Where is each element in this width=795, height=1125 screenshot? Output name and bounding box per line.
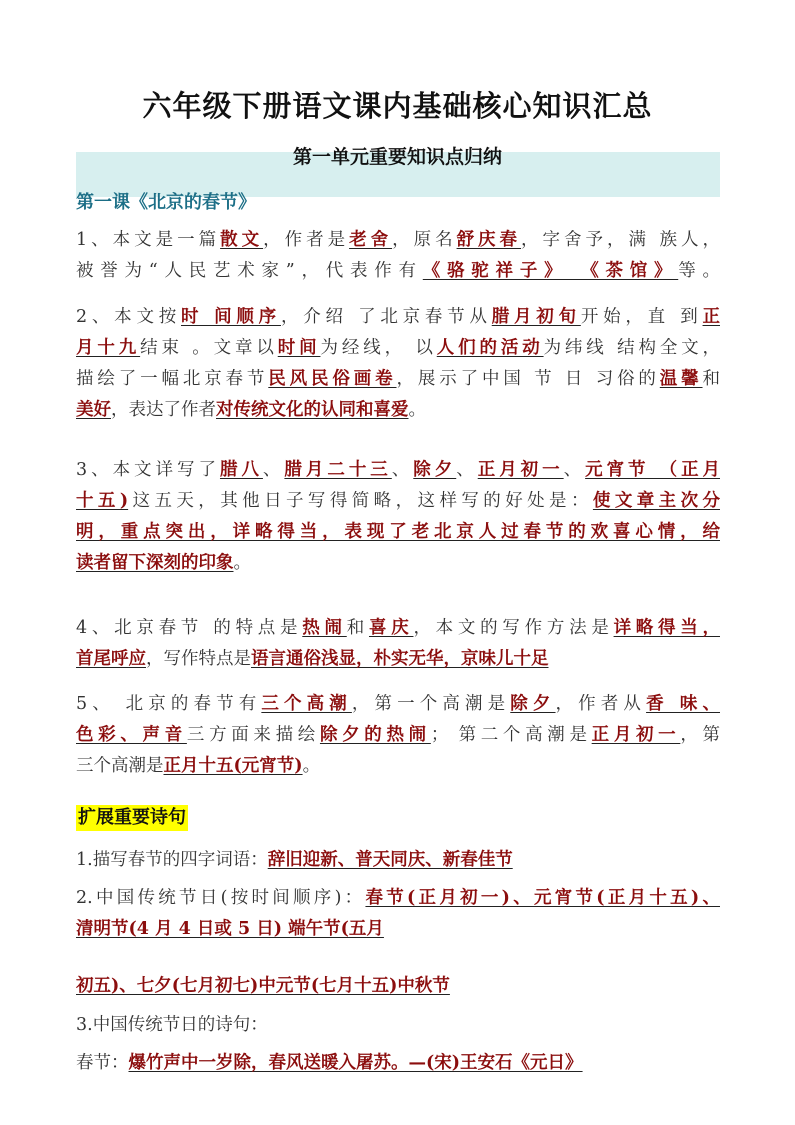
list-item: 初五)、七夕(七月初七)中元节(七月十五)中秋节 bbox=[76, 976, 450, 996]
paragraph-line: 3、本文详写了腊八、腊月二十三、除夕、正月初一、元宵节 （正月 bbox=[76, 460, 720, 480]
poem-line: 春节：爆竹声中一岁除，春风送暖入屠苏。—(宋)王安石《元日》 bbox=[76, 1053, 583, 1073]
paragraph-line: 4、北京春节 的特点是热闹和喜庆，本文的写作方法是详略得当， bbox=[76, 618, 720, 638]
unit-title: 第一单元重要知识点归纳 bbox=[292, 146, 502, 168]
paragraph-line: 2.中国传统节日(按时间顺序)：春节(正月初一)、元宵节(正月十五)、 bbox=[76, 888, 720, 908]
paragraph-line: 美好，表达了作者对传统文化的认同和喜爱。 bbox=[76, 400, 426, 420]
paragraph-line: 1、本文是一篇散文，作者是老舍，原名舒庆春，字舍予，满 族人， bbox=[76, 230, 720, 250]
paragraph-line: 三个高潮是正月十五(元宵节)。 bbox=[76, 756, 321, 776]
paragraph-line: 首尾呼应，写作特点是语言通俗浅显，朴实无华，京味儿十足 bbox=[76, 649, 549, 669]
paragraph-line: 十五)这五天，其他日子写得简略，这样写的好处是：使文章主次分 bbox=[76, 491, 720, 511]
paragraph-5 bbox=[76, 689, 720, 782]
festival-list bbox=[76, 883, 720, 945]
paragraph-1 bbox=[76, 225, 720, 287]
document-title: 六年级下册语文课内基础核心知识汇总 bbox=[142, 89, 653, 123]
paragraph-2 bbox=[76, 302, 720, 426]
paragraph-line: 5、 北京的春节有三个高潮，第一个高潮是除夕，作者从香 味、 bbox=[76, 694, 720, 714]
paragraph-line: 清明节(4 月 4 日或 5 日) 端午节(五月 bbox=[76, 919, 384, 939]
extension-heading: 扩展重要诗句 bbox=[76, 805, 188, 831]
list-item: 3.中国传统节日的诗句： bbox=[76, 1015, 268, 1035]
paragraph-line: 月十九结束 。文章以时间为经线， 以人们的活动为纬线 结构全文， bbox=[76, 338, 720, 358]
lesson-title: 第一课《北京的春节》 bbox=[76, 192, 256, 213]
paragraph-line: 2、本文按时 间顺序，介绍 了北京春节从腊月初旬开始，直 到正 bbox=[76, 307, 720, 327]
paragraph-line: 明，重点突出，详略得当，表现了老北京人过春节的欢喜心情，给 bbox=[76, 522, 720, 542]
paragraph-3 bbox=[76, 455, 720, 579]
paragraph-4 bbox=[76, 613, 720, 675]
paragraph-line: 色彩、声音三方面来描绘除夕的热闹； 第二个高潮是正月初一，第 bbox=[76, 725, 720, 745]
paragraph-line: 被誉为“人民艺术家”，代表作有《骆驼祥子》 《茶馆》等。 bbox=[76, 261, 720, 281]
paragraph-line: 读者留下深刻的印象。 bbox=[76, 553, 251, 573]
paragraph-line: 描绘了一幅北京春节民风民俗画卷，展示了中国 节 日 习俗的温馨和 bbox=[76, 369, 720, 389]
list-item: 1.描写春节的四字词语：辞旧迎新、普天同庆、新春佳节 bbox=[76, 850, 513, 870]
